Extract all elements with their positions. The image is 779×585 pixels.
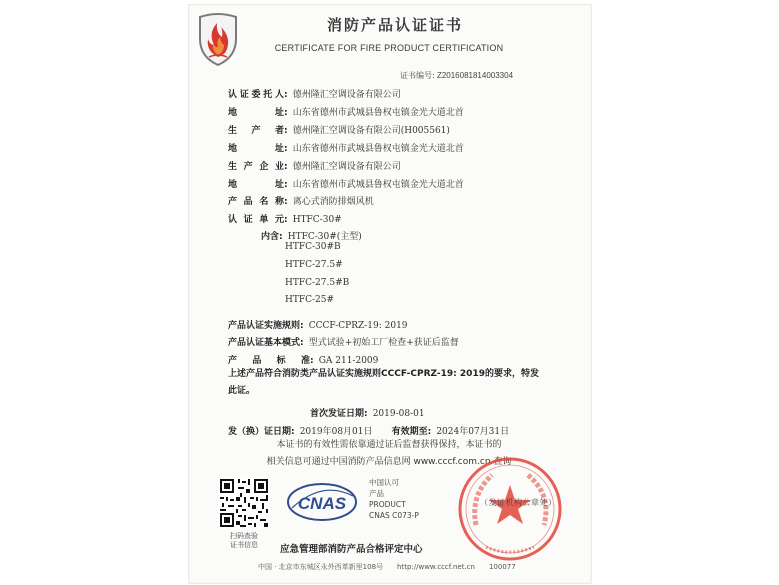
producer-address-value: 山东省德州市武城县鲁权屯镇金光大道北首 <box>292 144 464 154</box>
certificate-title-cn: 消防产品认证证书 <box>326 16 463 34</box>
product-value: 离心式消防排烟风机 <box>292 197 374 207</box>
issuing-authority: 应急管理部消防产品合格评定中心 <box>280 544 423 555</box>
first-issue-date-row <box>310 401 425 420</box>
contains-item: HTFC-30#B <box>285 242 341 252</box>
mode-label: 产品认证基本模式 <box>228 338 301 348</box>
certificate-number-label: 证书编号: <box>400 71 435 80</box>
contains-item: HTFC-30#(主型) <box>287 232 362 242</box>
certificate-title-en: CERTIFICATE FOR FIRE PRODUCT CERTIFICATION <box>274 43 504 53</box>
qr-caption-line1: 扫码查验 <box>230 532 258 540</box>
unit-row: 认证单元: HTFC-30# <box>228 207 342 226</box>
contains-item: HTFC-27.5# <box>285 260 343 270</box>
cnas-info <box>369 477 419 521</box>
applicant-address-label: 地 址 <box>228 108 284 118</box>
standard-value: GA 211-2009 <box>318 356 379 366</box>
factory-address-row: 地 址: 山东省德州市武城县鲁权屯镇金光大道北首 <box>228 172 464 191</box>
valid-until-label: 有效期至: <box>391 427 432 437</box>
producer-label: 生 产 者 <box>228 126 284 136</box>
first-issue-date-value: 2019-08-01 <box>372 409 425 419</box>
factory-address-value: 山东省德州市武城县鲁权屯镇金光大道北首 <box>292 180 464 190</box>
contains-label: 内含 <box>261 232 280 242</box>
flame-shield-icon <box>195 9 241 67</box>
factory-address-label: 地 址 <box>228 180 284 190</box>
producer-row: 生 产 者: 德州隆汇空调设备有限公司(H005561) <box>228 118 450 137</box>
cnas-info-line: 中国认可 <box>369 478 399 487</box>
rules-value: CCCF-CPRZ-19: 2019 <box>308 321 408 331</box>
producer-value: 德州隆汇空调设备有限公司(H005561) <box>292 126 450 136</box>
applicant-address-row: 地 址: 山东省德州市武城县鲁权屯镇金光大道北首 <box>228 100 464 119</box>
mode-row: 产品认证基本模式: 型式试验+初始工厂检查+获证后监督 <box>228 330 459 349</box>
producer-address-label: 地 址 <box>228 144 284 154</box>
conformity-statement-line1: 上述产品符合消防类产品认证实施规则CCCF-CPRZ-19: 2019的要求，特发 <box>228 369 539 379</box>
cnas-logo-text: CNAS <box>297 494 347 513</box>
factory-row: 生产企业: 德州隆汇空调设备有限公司 <box>228 154 401 173</box>
standard-row: 产 品 标 准: GA 211-2009 <box>228 348 378 367</box>
validity-note-line2: 相关信息可通过中国消防产品信息网 www.cccf.com.cn 查询 <box>266 457 512 467</box>
rules-row: 产品认证实施规则: CCCF-CPRZ-19: 2019 <box>228 313 408 332</box>
applicant-address-value: 山东省德州市武城县鲁权屯镇金光大道北首 <box>292 108 464 118</box>
unit-value: HTFC-30# <box>292 215 342 225</box>
applicant-label: 认证委托人 <box>228 90 284 100</box>
valid-until-value: 2024年07月31日 <box>436 427 510 437</box>
authority-address-footer: 中国 · 北京市东城区永外西革新里108号 http://www.cccf.net.cn 100077 <box>258 563 516 571</box>
producer-address-row: 地 址: 山东省德州市武城县鲁权屯镇金光大道北首 <box>228 136 464 155</box>
qr-code-icon <box>218 477 270 529</box>
issue-date-label: 发（换）证日期: <box>228 427 295 437</box>
issue-date-value: 2019年08月01日 <box>299 427 373 437</box>
factory-value: 德州隆汇空调设备有限公司 <box>292 162 401 172</box>
contains-item: HTFC-27.5#B <box>285 278 350 288</box>
seal-placeholder-text: （发证机构公章处） <box>480 498 557 507</box>
certificate-number-value: Z2016081814003304 <box>436 71 514 80</box>
factory-label: 生产企业 <box>228 162 284 172</box>
cnas-info-line: CNAS C073-P <box>369 511 419 520</box>
certificate-number <box>400 70 513 81</box>
conformity-statement-line2: 此证。 <box>228 386 256 396</box>
first-issue-date-label: 首次发证日期: <box>310 409 368 419</box>
cnas-accreditation-logo <box>283 478 361 526</box>
rules-label: 产品认证实施规则 <box>228 321 301 331</box>
cnas-info-line: 产品 <box>369 489 384 498</box>
applicant-value: 德州隆汇空调设备有限公司 <box>292 90 401 100</box>
red-star-seal-icon <box>456 455 564 563</box>
product-label: 产品名称 <box>228 197 284 207</box>
applicant-row: 认证委托人: 德州隆汇空调设备有限公司 <box>228 82 401 101</box>
cnas-info-line: PRODUCT <box>369 500 406 509</box>
issue-date-row <box>228 419 509 438</box>
contains-item: HTFC-25# <box>285 295 335 305</box>
mode-value: 型式试验+初始工厂检查+获证后监督 <box>308 338 459 348</box>
contains-row: 内含: HTFC-30#(主型) <box>261 232 362 242</box>
product-row: 产品名称: 离心式消防排烟风机 <box>228 189 374 208</box>
standard-label: 产 品 标 准 <box>228 356 310 366</box>
qr-caption <box>218 532 270 550</box>
unit-label: 认证单元 <box>228 215 284 225</box>
qr-caption-line2: 证书信息 <box>230 541 258 549</box>
validity-note-line1: 本证书的有效性需依靠通过证后监督获得保持，本证书的 <box>276 440 502 450</box>
